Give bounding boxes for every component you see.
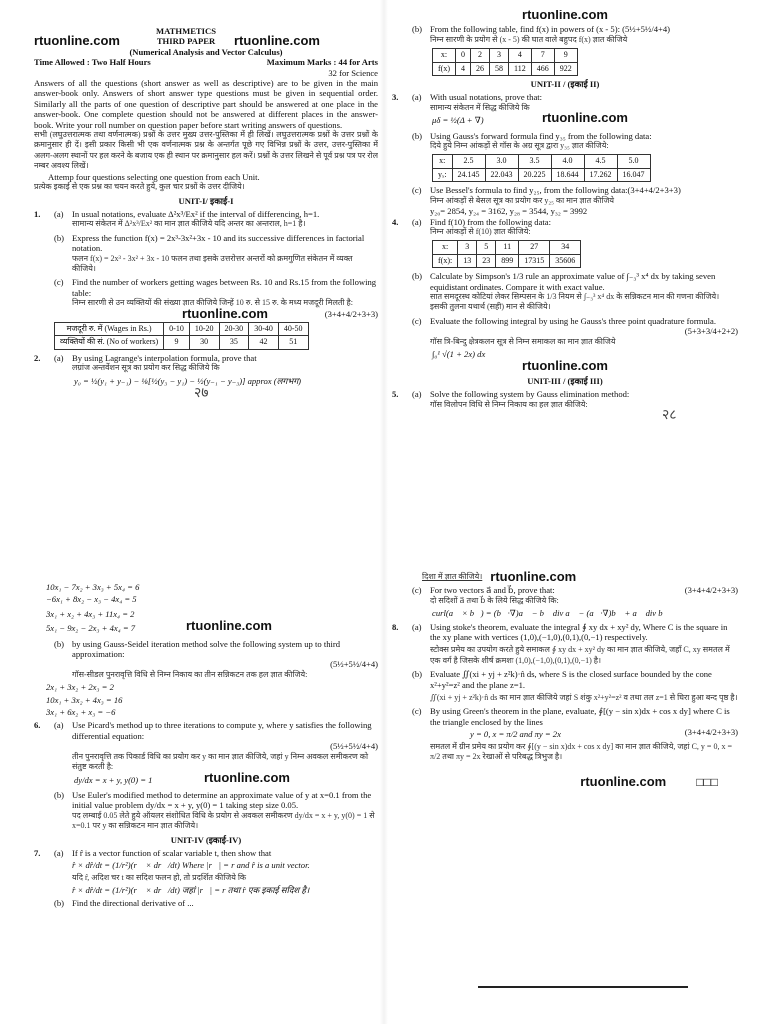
paper: THIRD PAPER <box>156 36 216 47</box>
q7a: 7. (a) If r̂ is a vector function of scalar variable t, then show that r̂ × dr̂/dt = (1/r²)(r⃗ × dr⃗/dt) Where |r⃗| = r and r̂ is a unit vector. यदि r̂, अदिश चर t का सदिश फलन हो, तो प्रदर्शित कीजिये कि r̂ × dr̂/dt = (1/r²)(r⃗ × dr⃗/dt) जहां |r⃗| = r तथा r̂ एक इकाई सदिश है। <box>34 848 378 898</box>
q7c-en: For two vectors a⃗ and b⃗, prove that: <box>430 585 555 596</box>
equation: 3x₁ + x₂ + 4x₃ + 11x₄ = 2 <box>46 608 135 619</box>
table-cell: 4 <box>509 49 532 62</box>
time-marks-row <box>34 57 378 67</box>
watermark: rtuonline.com <box>186 618 272 634</box>
table-row <box>433 155 651 168</box>
table-cell: 10-20 <box>189 322 219 335</box>
gauss-table <box>432 154 651 182</box>
q8a: 8. (a) Using stoke's theorem, evaluate the integral ∮ xy dx + xy² dy, Where C is the square in the xy plane with vertices (1,0),(−1,0),(0,1),(0,−1) respectively. स्टोक्स प्रमेय का उपयोग करते हुये समाकल ∮ xy dx + xy² dy का मान ज्ञात कीजिये, जहाँ C, xy समतल में एक वर्ग है जिसके शीर्ष क्रमशः (1,0),(−1,0),(0,1),(0,−1) है। <box>392 622 738 667</box>
q3c-en: Use Bessel's formula to find y₂₅, from the following data:(3+4+4/2+3+3) <box>430 185 681 196</box>
table-row <box>433 241 581 254</box>
q3b: (b) Using Gauss's forward formula find y₃₅ from the following data: दिये हुये निम्न आंकड़ों से गॉस के अग्र सूत्र द्वारा y₃₅ ज्ञात कीजिये: <box>392 131 738 152</box>
q3a-en: With usual notations, prove that: <box>430 92 543 103</box>
table-cell: 5 <box>477 241 496 254</box>
q6a-marks: (5½+5½/4+4) <box>330 741 378 752</box>
q2b-hi: निम्न सारणी के प्रयोग से (x - 5) की घात वाले बहुपद f(x) ज्ञात कीजिये <box>430 34 628 44</box>
q1c-en: Find the number of workers getting wages between Rs. 10 and Rs.15 from the following table: <box>72 277 377 298</box>
q3a-formula: μδ = ½(Δ + ∇) <box>432 115 484 126</box>
q7c-formula: curl(a⃗ × b⃗) = (b⃗·∇)a⃗ − b⃗ div a⃗ − (a⃗·∇)b⃗ + a⃗ div b⃗ <box>432 608 670 619</box>
q7a-formula-hi: r̂ × dr̂/dt = (1/r²)(r⃗ × dr⃗/dt) जहां |r⃗| = r तथा r̂ एक इकाई सदिश है। <box>72 885 310 896</box>
q2a-hi: लग्रांज अन्तर्वेशन सूत्र का प्रयोग कर सिद्ध कीजिये कि <box>72 363 220 373</box>
end-mark: □□□ <box>696 774 718 789</box>
q3a-hi: सामान्य संकेतन में सिद्ध कीजिये कि <box>430 102 530 112</box>
q1c-hi: निम्न सारणी से उन व्यक्तियों की संख्या ज्ञात कीजिये जिन्हें 10 रु. से 15 रु. के मध्य मजदूरी मिलती है: <box>72 298 354 308</box>
watermark-row <box>392 10 738 21</box>
table-cell: 11 <box>496 241 519 254</box>
instructions-en: Answers of all the questions (short answer as well as descriptive) are to be given in the main answer-book only. Answers of short answer type questions must be given in sequential order. Similarly all the parts of one question of descriptive part should be answered at one place in the answer-book. One complete question should not be answered at different places in the answer-book. Write your roll number on question paper before start writing answers of questions. <box>34 78 378 130</box>
watermark: rtuonline.com <box>522 10 608 22</box>
table-cell: 3 <box>458 241 477 254</box>
table-cell: 30 <box>189 336 219 349</box>
header-center <box>138 26 234 47</box>
watermark: rtuonline.com <box>490 569 577 584</box>
q7c: (c) For two vectors a⃗ and b⃗, prove that: (3+4+4/2+3+3) दो सदिशों a⃗ तथा b⃗ के लिये सिद्ध कीजिये कि: <box>412 585 738 605</box>
q3a-formula-row <box>392 110 738 127</box>
system-equations <box>46 582 378 636</box>
page-bottom-left <box>34 568 378 1024</box>
q5b-hi: गॉस-सीडल पुनरावृत्ति विधि से निम्न निकाय का तीन सन्निकटन तक हल ज्ञात कीजिये: <box>72 669 308 679</box>
f10-table <box>432 240 581 268</box>
max-marks: Maximum Marks : 44 for Arts <box>266 57 378 68</box>
table-cell: 4 <box>456 62 471 75</box>
table-cell: 466 <box>531 62 554 75</box>
q5b-marks: (5½+5½/4+4) <box>330 659 378 670</box>
q3a: 3. (a) With usual notations, prove that: सामान्य संकेतन में सिद्ध कीजिये कि <box>392 92 738 113</box>
table-cell: 3.0 <box>485 155 518 168</box>
unit-1-heading: UNIT-I/ इकाई-I <box>178 195 234 206</box>
q8a-en: Using stoke's theorem, evaluate the integral ∮ xy dx + xy² dy, Where C is the square in the xy plane with vertices (1,0),(−1,0),(0,1),(0,−1) respectively. <box>430 621 728 643</box>
watermark: rtuonline.com <box>580 773 667 789</box>
q6a-formula: dy/dx = x + y, y(0) = 1 <box>74 774 153 785</box>
q4c-en: Evaluate the following integral by using he Gauss's three point quadrature formula. <box>430 315 717 326</box>
table-cell: 58 <box>490 62 509 75</box>
table-cell: 27 <box>519 241 550 254</box>
table-cell: 20.225 <box>518 168 551 181</box>
science-marks: 32 for Science <box>328 67 378 78</box>
watermark-row <box>392 358 738 374</box>
table-cell: 17.262 <box>584 168 617 181</box>
system-equations-2 <box>46 682 378 717</box>
q8c-hi: समतल में ग्रीन प्रमेय का प्रयोग कर ∮[(y − sin x)dx + cos x dy] का मान ज्ञात कीजिये, जहां C, y = 0, x = π/2 तथा πy = 2x रेखाओं से परिबद्ध त्रिभुज है। <box>430 741 732 762</box>
table-cell: f(x): <box>433 254 458 267</box>
footer-rule <box>478 986 688 988</box>
watermark: rtuonline.com <box>34 33 120 49</box>
q6b-en: Use Euler's modified method to determine an approximate value of y at x=0.1 from the initial value problem dy/dx = x + y, y(0) = 1 taking step size 0.05. <box>72 789 372 811</box>
q8c: (c) By using Green's theorem in the plane, evaluate, ∮[(y − sin x)dx + cos x dy] where C is the triangle enclosed by the lines y = 0, x = π/2 and πy = 2x (3+4+4/2+3+3) समतल में ग्रीन प्रमेय का प्रयोग कर ∮[(y − sin x)dx + cos x dy] का मान ज्ञात कीजिये, जहां C, y = 0, x = π/2 तथा πy = 2x रेखाओं से परिबद्ध त्रिभुज है। <box>412 706 738 762</box>
q5a: 5. (a) Solve the following system by Gauss elimination method: गॉस विलोपन विधि से निम्न निकाय का हल ज्ञात कीजिये: <box>392 389 738 410</box>
table-row <box>433 254 581 267</box>
q7a-en: If r̂ is a vector function of scalar variable t, then show that <box>72 847 272 858</box>
table-cell: 9 <box>554 49 577 62</box>
wages-table <box>54 322 309 350</box>
table-cell: 18.644 <box>551 168 584 181</box>
watermark: rtuonline.com <box>234 33 320 49</box>
q2a-en: By using Lagrange's interpolation formula, prove that <box>72 352 257 363</box>
table-cell: 16.047 <box>617 168 650 181</box>
table-cell: 26 <box>471 62 490 75</box>
table-cell: 35 <box>219 336 249 349</box>
q5b: (b) by using Gauss-Seidel iteration method solve the following system up to third approximation: (5½+5½/4+4) गॉस-सीडल पुनरावृत्ति विधि से निम्न निकाय का तीन सन्निकटन तक हल ज्ञात कीजिये: <box>54 638 378 679</box>
watermark: rtuonline.com <box>182 305 268 321</box>
watermark: rtuonline.com <box>204 769 290 785</box>
table-cell: 35606 <box>550 254 581 267</box>
q3c: (c) Use Bessel's formula to find y₂₅, from the following data:(3+4+4/2+3+3) निम्न आंकड़ों से बेसल सूत्र का प्रयोग कर y₂₅ का मान ज्ञात कीजिये y₂₀= 2854, y₂₄ = 3162, y₂₈ = 3544, y₃₂ = 3992 <box>392 185 738 216</box>
table-row <box>55 322 309 335</box>
q5a-en: Solve the following system by Gauss elimination method: <box>430 389 630 400</box>
q7a-formula: r̂ × dr̂/dt = (1/r²)(r⃗ × dr⃗/dt) Where |r⃗| = r and r̂ is a unit vector. <box>72 860 310 871</box>
br-header-row <box>392 569 738 584</box>
table-cell: yₓ: <box>433 168 453 181</box>
table-cell: 899 <box>496 254 519 267</box>
q6a-formula-row <box>34 769 378 787</box>
equation: 10x₁ + 3x₂ + 4x₃ = 16 <box>46 694 123 705</box>
table-cell: x: <box>433 49 456 62</box>
q3c-hi: निम्न आंकड़ों से बेसल सूत्र का प्रयोग कर y₂₅ का मान ज्ञात कीजिये <box>430 195 615 205</box>
q6b-hi: पद लम्बाई 0.05 लेते हुये ऑयलर संशोधित विधि के प्रयोग से अवकल समीकरण dy/dx = x + y, y(0) = 1 से x=0.1 पर y का सन्निकटन मान ज्ञात कीजिये। <box>72 810 375 831</box>
fx-table <box>432 48 578 76</box>
q3b-en: Using Gauss's forward formula find y₃₅ from the following data: <box>430 130 652 141</box>
table-cell: 30-40 <box>249 322 279 335</box>
table-cell: 0-10 <box>164 322 190 335</box>
instructions-hi: सभी (लघुउत्तरात्मक तथा वर्णनात्मक) प्रश्नों के उत्तर मुख्य उत्तर-पुस्तिका में ही लिखें। लघुउत्तरात्मक प्रश्नों के उत्तर प्रश्नों के क्रमानुसार ही दें। इसी प्रकार किसी भी एक वर्णनात्मक प्रश्न के अन्तर्गत पूछे गए विभिन्न प्रश्नों के उत्तर, उत्तर-पुस्तिका में अलग-अलग स्थानों पर हल करने के बजाय एक ही स्थान पर क्रमानुसार हल करें। प्रश्नों के उत्तर लिखने से पूर्व प्रश्न पत्र पर रोल नम्बर अवश्य लिखें। <box>34 130 378 171</box>
table-cell: 4.0 <box>551 155 584 168</box>
equation: 3x₁ + 6x₂ + x₃ = −6 <box>46 707 116 718</box>
paper-title: (Numerical Analysis and Vector Calculus) <box>129 46 283 57</box>
equation: 10x₁ − 7x₂ + 3x₃ + 5x₄ = 6 <box>46 582 140 592</box>
equation: 2x₁ + 3x₂ + 2x₃ = 2 <box>46 682 114 693</box>
unit-2-heading: UNIT-II / (इकाई II) <box>530 79 600 90</box>
table-cell: 5.0 <box>617 155 650 168</box>
q6a: 6. (a) Use Picard's method up to three iterations to compute y, where y satisfies the following differential equation: (5½+5½/4+4) तीन पुनरावृत्ति तक पिकार्ड विधि का प्रयोग कर y का मान ज्ञात कीजिये, जहां y निम्न अवकल समीकरण को संतुष्ट करती है: <box>34 720 378 772</box>
attempt-hi: प्रत्येक इकाई से एक प्रश्न का चयन करते हुये, कुल चार प्रश्नों के उत्तर दीजिये। <box>34 182 245 192</box>
q2b: (b) From the following table, find f(x) in powers of (x - 5): (5½+5½/4+4) निम्न सारणी के प्रयोग से (x - 5) की घात वाले बहुपद f(x) ज्ञात कीजिये <box>392 24 738 45</box>
q6a-hi: तीन पुनरावृत्ति तक पिकार्ड विधि का प्रयोग कर y का मान ज्ञात कीजिये, जहां y निम्न अवकल समीकरण को संतुष्ट करती है: <box>72 751 369 772</box>
q1b-en: Express the function f(x) = 2x³-3x²+3x - 10 and its successive differences in factorial notation. <box>72 232 365 254</box>
table-cell: f(x) <box>433 62 456 75</box>
page-fold <box>380 0 388 1024</box>
equation: 5x₁ − 9x₂ − 2x₃ + 4x₄ = 7 <box>46 623 136 634</box>
table-cell: 4.5 <box>584 155 617 168</box>
q6b: (b) Use Euler's modified method to determine an approximate value of y at x=0.1 from the initial value problem dy/dx = x + y, y(0) = 1 taking step size 0.05. पद लम्बाई 0.05 लेते हुये ऑयलर संशोधित विधि के प्रयोग से अवकल समीकरण dy/dx = x + y, y(0) = 1 से x=0.1 पर y का सन्निकटन मान ज्ञात कीजिये। <box>34 790 378 832</box>
table-cell: 42 <box>249 336 279 349</box>
q1a-hi: सामान्य संकेतन में Δ²x³/Ex² का मान ज्ञात कीजिये यदि अन्तर का अन्तराल, h=1 है। <box>72 219 306 229</box>
table-cell: 13 <box>458 254 477 267</box>
q4b: (b) Calculate by Simpson's 1/3 rule an approximate value of ∫₋₃³ x⁴ dx by taking seven equidistant ordinates. Compare it with exact value. सात समदूरस्थ कोटियां लेकर सिम्पसन के 1/3 नियम से ∫₋₃³ x⁴ dx के सन्निकटन मान की गणना कीजिये। इसकी तुलना यथार्थ (सही) मान से कीजिये। <box>392 271 738 313</box>
q3b-hi: दिये हुये निम्न आंकड़ों से गॉस के अग्र सूत्र द्वारा y₃₅ ज्ञात कीजिये: <box>430 141 609 151</box>
table-cell: 34 <box>550 241 581 254</box>
handwritten-page-number: २७ <box>194 385 209 401</box>
q4a-en: Find f(10) from the following data: <box>430 216 552 227</box>
q4a: 4. (a) Find f(10) from the following data: निम्न आंकड़ों से f(10) ज्ञात कीजिये: <box>392 217 738 238</box>
table-cell: व्यक्तियों की सं. (No of workers) <box>55 336 164 349</box>
q7b-en: Find the directional derivative of ... <box>72 897 194 908</box>
q8c-formula: y = 0, x = π/2 and πy = 2x <box>470 729 561 740</box>
table-cell: 20-30 <box>219 322 249 335</box>
q7a-hi: यदि r̂, अदिश चर t का सदिश फलन हो, तो प्रदर्शित कीजिये कि <box>72 872 247 882</box>
header-row <box>34 26 378 47</box>
q7c-row <box>430 585 738 595</box>
page-top-left <box>34 26 378 550</box>
q1b-hi: फलन f(x) = 2x³ - 3x² + 3x - 10 फलन तथा इसके उत्तरोत्तर अन्तरों को क्रमगुणित संकेतन में व्यक्त कीजिये। <box>72 253 353 273</box>
q4b-hi: सात समदूरस्थ कोटियां लेकर सिम्पसन के 1/3 नियम से ∫₋₃³ x⁴ dx के सन्निकटन मान की गणना कीजिये। इसकी तुलना यथार्थ (सही) मान से कीजिये। <box>430 291 720 312</box>
watermark: rtuonline.com <box>522 358 608 374</box>
q2b-en: From the following table, find f(x) in powers of (x - 5): (5½+5½/4+4) <box>430 24 671 35</box>
footer-row <box>392 773 738 789</box>
subject: MATHMETICS <box>155 26 216 36</box>
table-cell: 3 <box>490 49 509 62</box>
table-row <box>55 336 309 349</box>
table-cell: 23 <box>477 254 496 267</box>
equation-row <box>46 618 378 635</box>
table-cell: 24.145 <box>452 168 485 181</box>
q1c: (c) Find the number of workers getting wages between Rs. 10 and Rs.15 from the following table: निम्न सारणी से उन व्यक्तियों की संख्या ज्ञात कीजिये जिन्हें 10 रु. से 15 रु. के मध्य मजदूरी मिलती है: rtuonline.com (3+4+4/2+3+3) <box>54 277 378 321</box>
table-cell: मजदूरी रु. में (Wages in Rs.) <box>55 322 164 335</box>
q6a-en: Use Picard's method up to three iterations to compute y, where y satisfies the following differential equation: <box>72 720 372 741</box>
q1b: (b) Express the function f(x) = 2x³-3x²+3x - 10 and its successive differences in factorial notation. फलन f(x) = 2x³ - 3x² + 3x - 10 फलन तथा इसके उत्तरोत्तर अन्तरों को क्रमगुणित संकेतन में व्यक्त कीजिये। <box>34 233 378 275</box>
equation: −6x₁ + 8x₂ − x₃ − 4x₄ = 5 <box>46 594 137 605</box>
table-cell: 22.043 <box>485 168 518 181</box>
q4c-formula: ∫₀¹ √(1 + 2x) dx <box>432 348 486 359</box>
q8b: (b) Evaluate ∬(xi + yj + z²k)·n̂ ds, where S is the closed surface bounded by the cone x²+y²=z² and the plane z=1. ∬(xi + yj + z²k)·n̂ ds का मान ज्ञात कीजिये जहां S शंकु x²+y²=z² व तथा तल z=1 से घिरा हुआ बन्द पृष्ठ है। <box>412 669 738 703</box>
q5b-en: by using Gauss-Seidel iteration method solve the following system up to third approximation: <box>72 638 341 660</box>
q2a-formula: y₀ = ½(y₁ + y₋₁) − ⅛[½(y₃ − y₁) − ½(y₋₁ − y₋₃)] approx (लगभग) <box>74 375 302 386</box>
table-cell: 9 <box>164 336 190 349</box>
time-allowed: Time Allowed : Two Half Hours <box>34 57 151 68</box>
table-cell: 7 <box>531 49 554 62</box>
table-cell: 51 <box>278 336 308 349</box>
table-cell: 3.5 <box>518 155 551 168</box>
q8a-hi: स्टोक्स प्रमेय का उपयोग करते हुये समाकल ∮ xy dx + xy² dy का मान ज्ञात कीजिये, जहाँ C, xy समतल में एक वर्ग है जिसके शीर्ष क्रमशः (1,0),(−1,0),(0,1),(0,−1) है। <box>430 645 730 665</box>
table-cell: 112 <box>509 62 532 75</box>
table-row <box>433 49 578 62</box>
q8b-en: Evaluate ∬(xi + yj + z²k)·n̂ ds, where S is the closed surface bounded by the cone x²+y²=z² and the plane z=1. <box>430 669 712 690</box>
table-row <box>433 168 651 181</box>
handwritten-page-number: २८ <box>662 407 677 423</box>
q8c-marks: (3+4+4/2+3+3) <box>684 727 738 738</box>
q7c-hi: दो सदिशों a⃗ तथा b⃗ के लिये सिद्ध कीजिये कि: <box>430 595 559 605</box>
q8c-en: By using Green's theorem in the plane, evaluate, ∮[(y − sin x)dx + cos x dy] where C is the triangle enclosed by the lines <box>430 706 730 727</box>
page-top-right <box>392 10 738 550</box>
q8c-formula-row <box>430 727 738 741</box>
table-cell: 922 <box>554 62 577 75</box>
attempt-en: Attemp four questions selecting one question from each Unit. <box>48 171 260 182</box>
table-cell: 0 <box>456 49 471 62</box>
watermark: rtuonline.com <box>542 110 628 126</box>
table-cell: x: <box>433 241 458 254</box>
q7c-marks: (3+4+4/2+3+3) <box>684 585 738 596</box>
q4c-hi: गॉस त्रि-बिन्दु क्षेत्रकलन सूत्र से निम्न समाकल का मान ज्ञात कीजिये <box>430 336 616 346</box>
q1-marks: (3+4+4/2+3+3) <box>324 308 378 319</box>
q3c-data: y₂₀= 2854, y₂₄ = 3162, y₂₈ = 3544, y₃₂ = 3992 <box>430 206 588 217</box>
q1c-watermark-row <box>72 305 378 321</box>
q7b: (b) Find the directional derivative of ... <box>34 898 378 908</box>
q5a-hi: गॉस विलोपन विधि से निम्न निकाय का हल ज्ञात कीजिये: <box>430 399 588 409</box>
table-cell: 2.5 <box>452 155 485 168</box>
page-bottom-right <box>392 568 738 1024</box>
table-cell: 17315 <box>519 254 550 267</box>
unit-3-heading: UNIT-III / (इकाई III) <box>527 375 603 386</box>
q8b-hi: ∬(xi + yj + z²k)·n̂ ds का मान ज्ञात कीजिये जहां S शंकु x²+y²=z² व तथा तल z=1 से घिरा हुआ बन्द पृष्ठ है। <box>430 693 738 703</box>
table-cell: 2 <box>471 49 490 62</box>
table-cell: x: <box>433 155 453 168</box>
unit-4-heading: UNIT-IV (इकाई-IV) <box>170 834 242 845</box>
q1a-en: In usual notations, evaluate Δ²x³/Ex² if the interval of differencing, h=1. <box>72 208 320 219</box>
q4c: (c) Evaluate the following integral by using he Gauss's three point quadrature formula. (5+3+3/4+2+2) गॉस त्रि-बिन्दु क्षेत्रकलन सूत्र से निम्न समाकल का मान ज्ञात कीजिये <box>412 315 738 346</box>
table-cell: 40-50 <box>278 322 308 335</box>
q1a: 1. (a) In usual notations, evaluate Δ²x³/Ex² if the interval of differencing, h=1. सामान्य संकेतन में Δ²x³/Ex² का मान ज्ञात कीजिये यदि अन्तर का अन्तराल, h=1 है। <box>34 209 378 230</box>
table-row <box>433 62 578 75</box>
q4b-en: Calculate by Simpson's 1/3 rule an approximate value of ∫₋₃³ x⁴ dx by taking seven equidistant ordinates. Compare it with exact value. <box>430 271 716 292</box>
q4a-hi: निम्न आंकड़ों से f(10) ज्ञात कीजिये: <box>430 226 531 236</box>
cont-hi: दिशा में ज्ञात कीजिये। <box>422 572 483 581</box>
q2a: 2. (a) By using Lagrange's interpolation formula, prove that लग्रांज अन्तर्वेशन सूत्र का प्रयोग कर सिद्ध कीजिये कि <box>34 353 378 374</box>
q4c-marks: (5+3+3/4+2+2) <box>684 326 738 337</box>
